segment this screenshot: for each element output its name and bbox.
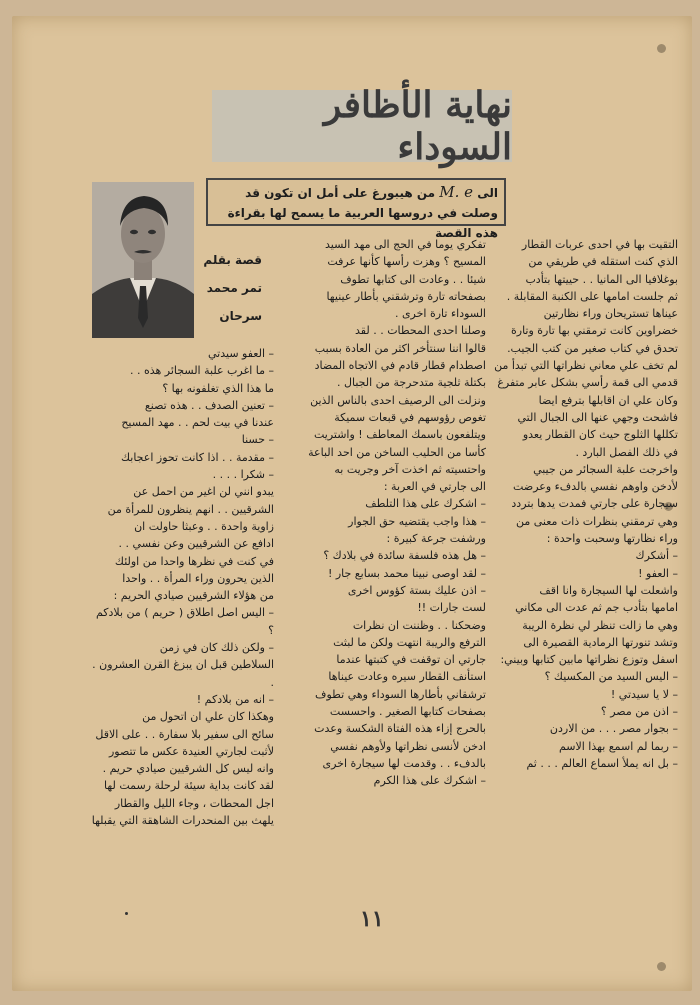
text-line: الترفع والريبة انتهت ولكن ما لبثت [333,635,486,649]
text-line: تفكري يوما في الحج الى مهد السيد [324,238,486,251]
text-line: وصلنا احدى المحطات . . لقد [355,324,486,338]
text-line: جارتي ان توقفت في كتبتها عندما [336,653,486,667]
text-line: اسفل وتوزع نظراتها مابين كتابها وبيني: [500,653,678,667]
text-line: لم تخف علي معاني نظراتها التي تبدأ من [494,359,678,373]
text-line: عندنا في بيت لحم . . مهد المسيح [121,416,274,430]
text-line: وهي ما زالت تنظر لي نظرة الريبة [522,618,678,632]
text-line: تغوص رؤوسهم في قبعات سميكة [334,410,486,424]
text-line: بكتلة ثلجية متدحرجة من الجبال . [337,376,486,390]
text-line: – تعنين الصدف . . هذه تصنع [144,398,274,412]
text-line: – بجوار مصر . . . من الاردن [549,722,678,736]
text-line: – اذن من مصر ؟ [600,705,678,719]
text-line: ويتلفعون باسمك المعاطف ! واشتريت [313,428,486,442]
text-line: ثم جلست امامها على الكنبة المقابلة . [506,289,678,303]
text-line: لست جارات !! [417,601,486,615]
text-line: بوغلافيا الى المانيا . . حييتها بتأدب [525,272,678,286]
text-line: وهكذا كان علي ان اتحول من [142,710,274,724]
text-line: – حسنا [241,433,274,447]
text-line: سائح الى سفير بلا سفارة . . على الاقل [95,727,274,741]
text-column-right [494,236,678,896]
text-line: قدمي الى قمة رأسي بشكل عابر متفرغ [497,376,678,390]
text-line: ترشقاني بأطارها السوداء وهي تطوف [315,687,486,701]
text-line: قالوا اننا سنتأخر اكثر من العادة بسبب [314,341,486,355]
text-line: من هؤلاء الشرقيين صيادي الحريم : [113,589,274,603]
text-line: بصفحاته تارة وترشقني بأطار عينيها [326,289,486,303]
text-line: ادخن لأنسى نظراتها ولأوهم نفسي [330,739,486,753]
text-line: وضحكنا . . وظننت ان نظرات [352,618,486,632]
text-line: يلهث بين المنحدرات الشاهقة التي يقبلها [91,814,274,828]
text-line: المسيح ؟ وهزت رأسها كأنها عرفت [327,255,486,269]
text-column-left [88,345,274,890]
text-line: – العفو ! [638,566,678,580]
text-line: وراء نظارتها وسحبت واحدة : [546,532,678,546]
text-line: السوداء تارة اخرى . [394,307,486,321]
text-line: وكان علي ان اقابلها بترفع ايضا [538,393,678,407]
text-line: – هل هذه فلسفة سائدة في بلادك ؟ [323,549,486,563]
text-line: لقد كانت بداية سيئة لرحلة رسمت لها [104,779,274,793]
text-line: – العفو سيدتي [208,347,274,360]
text-line: – اشكرك على هذا التلطف [365,497,486,511]
text-line: تحدق في كتاب صغير من كتب الجيب. [507,341,678,355]
text-line: – ما اغرب علبة السجائر هذه . . [129,364,274,378]
text-line: كأسا من الحليب الساخن من احد الباعة [308,445,486,459]
text-line: التقيت بها في احدى عربات القطار [521,238,678,251]
story-title: نهاية الأظافر السوداء [323,84,512,168]
author-portrait [92,182,194,338]
dedication-box [206,178,506,240]
text-line: شيئا . . وعادت الى كتابها تطوف [340,272,486,286]
text-line: – اليس السيد من المكسيك ؟ [544,670,678,684]
text-line: الى جارتي في العربة : [383,480,486,494]
text-line: واخرجت علبة السجائر من جيبي [533,462,678,476]
text-line: – لا يا سيدتي ! [610,687,678,701]
page-number: ١١ [360,906,384,932]
title-banner [212,84,512,168]
text-line: زاوية واحدة . . وعبثا حاولت ان [134,519,274,533]
text-line: امامها بتأدب جم ثم عدت الى مكاني [515,601,678,615]
text-line: – ربما لم اسمع بهذا الاسم [558,739,678,753]
text-line: لأدخن واوهم نفسي بالدفء وعرضت [513,480,678,494]
text-line: ونزلت الى الرصيف احدى بالناس الذين [310,393,486,407]
text-line: يبدو انني لن اغير من احمل عن [133,485,274,499]
text-line: سيجارة على جارتي فمدت يدها بتردد [511,497,678,511]
text-line: – انه من بلادكم ! [196,692,274,706]
author-photo [92,182,194,338]
text-line: فاشحت وجهي عنها الى الجبال التي [517,410,678,424]
text-line: واحتسيته ثم اخذت آخر وجريت به [334,462,486,476]
text-line: الذين يحرون وراء المرأة . . واحدا [122,571,274,585]
dedication-signature: M. e [439,183,474,201]
text-line: في ذلك الفصل البارد . [575,445,678,459]
text-line: – هذا واجب يقتضيه حق الجوار [348,514,486,528]
text-line: عيناها تستريحان وراء نظارتين [543,307,678,321]
text-line: في كنت في نظرها واحدا من اولئك [114,554,274,568]
punch-hole [657,44,666,53]
text-line: بالدفء . . وقدمت لها سيجارة اخرى [322,756,486,770]
text-line: وانه ليس كل الشرقيين صيادي حريم . [102,762,274,776]
text-line: استأنف القطار سيره وعادت عيناها [328,670,486,684]
text-line: – اشكرك على هذا الكرم [373,774,486,788]
text-line: – ولكن ذلك كان في زمن [159,641,274,655]
text-line: واشعلت لها السيجارة وانا اقف [539,583,678,597]
text-line: – بل انه يملأ اسماع العالم . . . ثم [526,756,678,770]
text-line: – اليس اصل اطلاق ( حريم ) من بلادكم ؟ [95,606,274,637]
dedication-line-2: وصلت في دروسها العربية ما يسمح لها بقراءة هذه القصة [227,206,498,240]
text-line: خضراوين كانت ترمقني بها تارة وتارة [511,324,678,338]
text-line: – لقد اوصى نبينا محمد بسابع جار ! [327,566,486,580]
text-line: – شكرا . . . . [212,468,274,482]
text-line: ما هذا الذي تغلفونه بها ؟ [162,381,274,395]
text-line: تكللها الثلوج حيث كان القطار يعدو [522,428,678,442]
text-line: ورشفت جرعة كبيرة : [386,532,486,546]
text-line: بصفحات كتابها الصغير . واحسست [329,705,486,719]
text-line: لأثبت لجارتي العنيدة عكس ما تتصور [109,744,274,758]
text-line: بالحرج إزاء هذه الفتاة الشكسة وعدت [314,722,486,736]
text-line: السلاطين قبل ان يبزغ القرن العشرون . . [92,658,274,689]
text-line: – اذن عليك بستة كؤوس اخرى [347,583,486,597]
text-line: وتشد تنورتها الرمادية القصيرة الى [523,635,678,649]
text-line: وهي ترمقني بنظرات ذات معنى من [516,514,678,528]
text-line: ادافع عن الشرقيين وعن نفسي . . [118,537,274,551]
text-line: الذي كنت استقله في طريقي من [528,255,678,269]
author-byline: قصة بقلم تمر محمد سرحان [203,253,262,323]
text-column-middle [283,236,486,896]
text-line: – مقدمة . . اذا كانت تحوز اعجابك [120,450,274,464]
dedication-line-1: الى M. e من هيبورغ على أمل ان تكون قد [245,183,498,201]
text-line: اصطدام قطار قادم في الاتجاه المضاد [314,359,486,373]
printer-dot [125,912,128,915]
punch-hole [657,962,666,971]
text-line: اجل المحطات ، وجاء الليل والقطار [114,796,274,810]
text-line: الشرقيين . . انهم ينظرون للمرأة من [107,502,274,516]
text-line: – أشكرك [635,549,678,563]
